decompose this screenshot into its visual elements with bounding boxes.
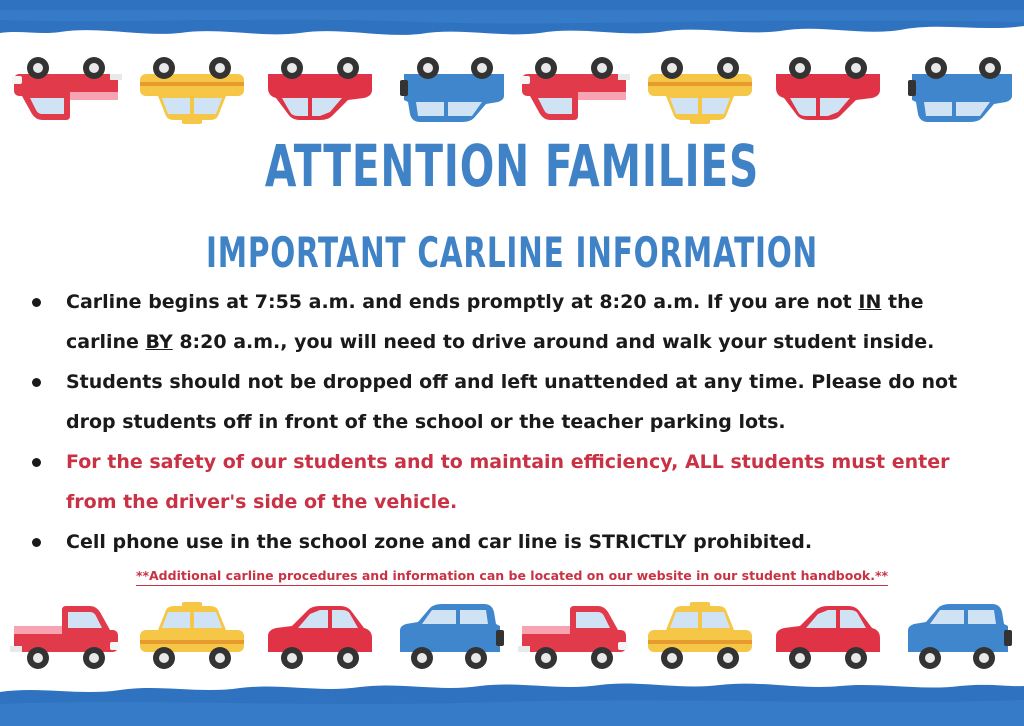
list-item: Students should not be dropped off and left unattended at any time. Please do not drop students off in front of the school or the teacher parking lots. bbox=[30, 362, 990, 442]
taxi-icon bbox=[136, 602, 248, 674]
top-car-row bbox=[0, 48, 1024, 128]
hatchback-icon bbox=[396, 52, 508, 124]
taxi-icon bbox=[644, 602, 756, 674]
hatchback-icon bbox=[396, 602, 508, 674]
hatchback-icon bbox=[904, 52, 1016, 124]
pickup-truck-icon bbox=[10, 52, 122, 124]
bottom-paint-band bbox=[0, 678, 1024, 726]
pickup-truck-icon bbox=[518, 52, 630, 124]
taxi-icon bbox=[136, 52, 248, 124]
list-item bbox=[30, 282, 990, 362]
sedan-icon bbox=[264, 602, 376, 674]
hatchback-icon bbox=[904, 602, 1016, 674]
top-paint-band bbox=[0, 0, 1024, 40]
footnote bbox=[0, 568, 1024, 583]
pickup-truck-icon bbox=[518, 602, 630, 674]
sedan-icon bbox=[772, 52, 884, 124]
emphasis-in: IN bbox=[858, 291, 882, 313]
bottom-car-row bbox=[0, 598, 1024, 678]
list-item: Cell phone use in the school zone and car line is STRICTLY prohibited. bbox=[30, 522, 990, 562]
footnote-text: **Additional carline procedures and information can be located on our website in our student handbook.** bbox=[136, 568, 888, 586]
taxi-icon bbox=[644, 52, 756, 124]
carline-rules-list bbox=[30, 282, 990, 562]
rule-text: 8:20 a.m., you will need to drive around and walk your student inside. bbox=[172, 331, 935, 353]
sedan-icon bbox=[264, 52, 376, 124]
sedan-icon bbox=[772, 602, 884, 674]
emphasis-by: BY bbox=[145, 331, 173, 353]
rule-text: Carline begins at 7:55 a.m. and ends promptly at 8:20 a.m. If you are not bbox=[66, 291, 859, 313]
list-item: For the safety of our students and to maintain efficiency, ALL students must enter from the driver's side of the vehicle. bbox=[30, 442, 990, 522]
pickup-truck-icon bbox=[10, 602, 122, 674]
page-title: ATTENTION FAMILIES bbox=[264, 132, 760, 200]
page-subtitle: IMPORTANT CARLINE INFORMATION bbox=[205, 228, 819, 277]
rule-text: the carline bbox=[66, 291, 924, 353]
